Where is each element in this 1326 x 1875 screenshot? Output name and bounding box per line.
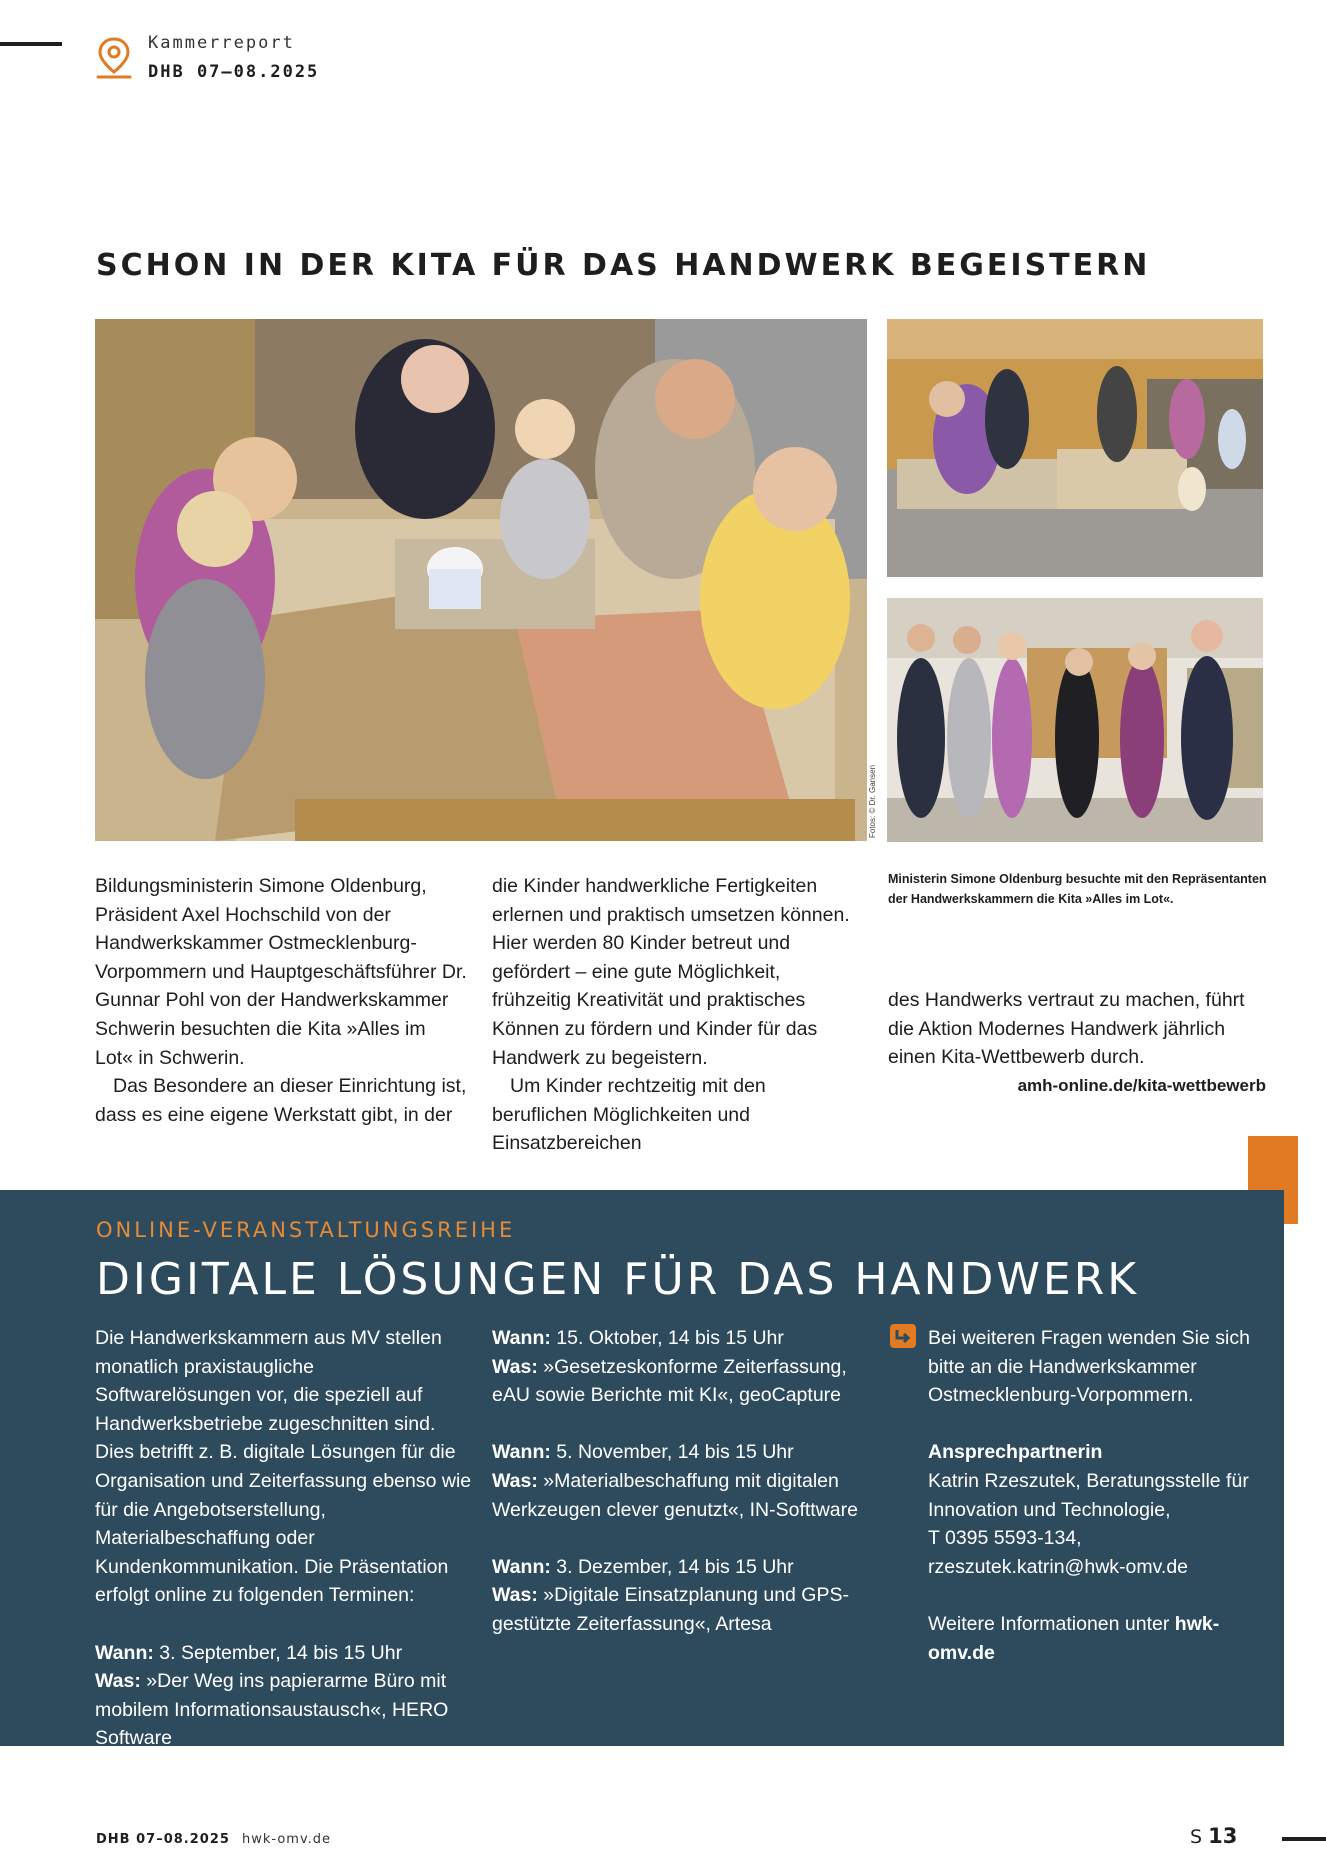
contact-email[interactable]: rzeszutek.katrin@hwk-omv.de bbox=[928, 1555, 1189, 1578]
more-info-link[interactable]: hwk-omv.de bbox=[928, 1612, 1220, 1664]
footer-url[interactable]: hwk-omv.de bbox=[242, 1832, 332, 1847]
arrow-right-icon bbox=[890, 1324, 916, 1348]
section-title: Kammerreport bbox=[148, 33, 295, 53]
contact-name: Katrin Rzeszutek, Beratungsstelle für Innovation und Technologie, bbox=[928, 1469, 1249, 1521]
header-rule bbox=[0, 42, 62, 46]
article-column-3 bbox=[888, 986, 1266, 1100]
main-photo-kita-workshop bbox=[95, 319, 867, 841]
photo-caption: Ministerin Simone Oldenburg besuchte mit den Repräsentanten der Handwerkskammern die Kita »Alles im Lot«. bbox=[888, 872, 1267, 906]
photo-group-visit bbox=[887, 598, 1263, 842]
event-when: Wann: 3. September, 14 bis 15 Uhr bbox=[95, 1641, 403, 1664]
issue-label: DHB 07–08.2025 bbox=[148, 62, 320, 82]
box-title: DIGITALE LÖSUNGEN FÜR DAS HANDWERK bbox=[96, 1254, 1140, 1305]
more-info: Weitere Informationen unter hwk-omv.de bbox=[928, 1612, 1220, 1664]
page-number: S 13 bbox=[1190, 1824, 1238, 1848]
event-when: Wann: 5. November, 14 bis 15 Uhr bbox=[492, 1441, 794, 1464]
article-paragraph: des Handwerks vertraut zu machen, führt die Aktion Modernes Handwerk jährlich einen Kita-Wettbewerb durch. bbox=[888, 989, 1245, 1069]
contact-intro: Bei weiteren Fragen wenden Sie sich bitte an die Handwerkskammer Ostmecklenburg-Vorpommern. bbox=[928, 1327, 1250, 1407]
article-paragraph: die Kinder handwerkliche Fertigkeiten erlernen und praktisch umsetzen können. Hier werden 80 Kinder betreut und gefördert – eine gute Möglichkeit, frühzeitig Kreativität und praktisches Können zu fördern und Kinder für das Handwerk zu begeistern. bbox=[492, 875, 850, 1069]
box-intro: Die Handwerkskammern aus MV stellen monatlich praxistaugliche Softwarelösungen vor, die speziell auf Handwerksbetriebe zugeschnitten sind. Dies betrifft z. B. digitale Lösungen für die Organisation und Zeiterfassung ebenso wie für die Angebotserstellung, Materialbeschaffung oder Kundenkommunikation. Die Präsentation erfolgt online zu folgenden Terminen: bbox=[95, 1327, 472, 1607]
contact-phone: T 0395 5593-134, bbox=[928, 1527, 1082, 1550]
event-what: Was: »Gesetzeskonforme Zeiterfassung, eAU sowie Berichte mit KI«, geoCapture bbox=[492, 1355, 847, 1407]
article-headline: SCHON IN DER KITA FÜR DAS HANDWERK BEGEISTERN bbox=[96, 248, 1151, 283]
event-when: Wann: 15. Oktober, 14 bis 15 Uhr bbox=[492, 1327, 784, 1349]
box-column-3 bbox=[928, 1324, 1273, 1667]
footer-rule bbox=[1282, 1837, 1326, 1841]
box-column-1 bbox=[95, 1324, 475, 1753]
article-column-1 bbox=[95, 872, 467, 1129]
article-column-2 bbox=[492, 872, 864, 1158]
box-kicker: ONLINE-VERANSTALTUNGSREIHE bbox=[96, 1218, 516, 1242]
kita-wettbewerb-link[interactable]: amh-online.de/kita-wettbewerb bbox=[1017, 1075, 1266, 1095]
event-what: Was: »Materialbeschaffung mit digitalen Werkzeugen clever genutzt«, IN-Softtware bbox=[492, 1469, 858, 1521]
article-paragraph: Um Kinder rechtzeitig mit den beruflichen Möglichkeiten und Einsatzbereichen bbox=[492, 1075, 766, 1155]
location-pin-icon bbox=[94, 36, 134, 80]
event-what: Was: »Der Weg ins papierarme Büro mit mobilem Informationsaustausch«, HERO Software bbox=[95, 1670, 449, 1750]
event-what: Was: »Digitale Einsatzplanung und GPS-gestützte Zeiterfassung«, Artesa bbox=[492, 1584, 849, 1635]
event-when: Wann: 3. Dezember, 14 bis 15 Uhr bbox=[492, 1555, 794, 1578]
article-paragraph: Das Besondere an dieser Einrichtung ist, dass es eine eigene Werkstatt gibt, in der bbox=[95, 1075, 467, 1126]
photo-kita-room bbox=[887, 319, 1263, 577]
contact-heading: Ansprechpartnerin bbox=[928, 1441, 1103, 1464]
article-paragraph: Bildungsministerin Simone Oldenburg, Präsident Axel Hochschild von der Handwerkskammer Ostmecklenburg-Vorpommern und Hauptgeschäftsführer Dr. Gunnar Pohl von der Handwerkskammer Schwerin besuchten die Kita »Alles im Lot« in Schwerin. bbox=[95, 875, 467, 1069]
footer-issue: DHB 07–08.2025 bbox=[96, 1832, 230, 1847]
box-column-2 bbox=[492, 1324, 872, 1639]
